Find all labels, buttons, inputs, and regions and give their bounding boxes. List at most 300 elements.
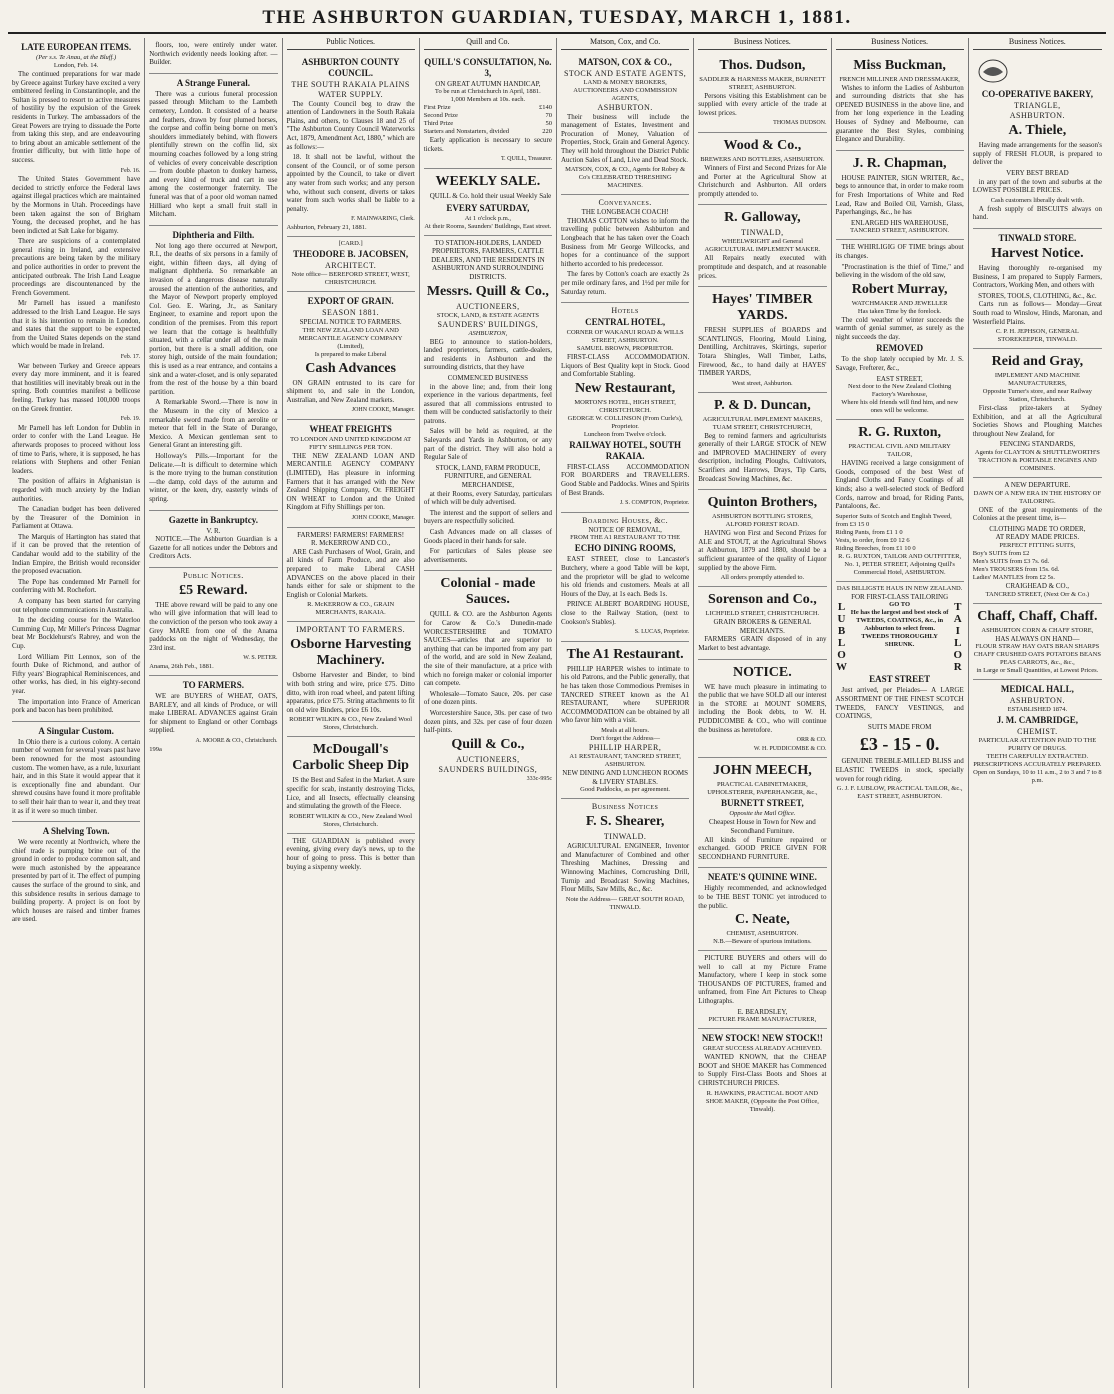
ad-title: TO FARMERS. xyxy=(182,680,244,691)
ad-subtitle: LAND & MONEY BROKERS, AUCTIONEERS AND COMMISSION AGENTS, xyxy=(573,78,677,102)
ad-title: Messrs. Quill & Co., xyxy=(426,283,549,299)
ad-subtitle: GEORGE W. COLLINSON (From Curle's), Proprietor. xyxy=(567,414,683,430)
ad-display: Cash Advances xyxy=(305,360,396,376)
medical-hall-ad xyxy=(973,680,1102,789)
card-label: [CARD.] xyxy=(338,239,363,247)
ad-title: R. Galloway, xyxy=(724,210,801,226)
ad-body: AGRICULTURAL ENGINEER, Inventor and Manufacturer of Combined and other Threshing Machines, Dressing and Winnowing Machines, Corncrushing Drill, Turnip and Broadcast Sowing Machines, Flour Mills, Saw Mills, &c., &c. xyxy=(561,842,690,894)
ad-body: The cold weather of winter succeeds the warmth of genial summer, as surely as the night succeeds the day. xyxy=(835,315,964,341)
dudson-ad xyxy=(698,53,826,133)
article-body: Not long ago there occurred at Newport, R.I., the deaths of six persons in a family of eight, within fifteen days, all dying of malignant diphtheria. So remarkable an invasion of a dangerous disease naturally aroused the attention of the authorities, and the Mayor of Newport properly employed Col. Geo. E. Waring, Jr., as Sanitary Engineer, to examine and report upon the condition of the premises. From this report we learn that the cottage is healthfully situated, with a cellar under all of the main portion, but there is a small addition, one storey high, outside of the main foundation; this is used as a rear entrance, and contains a sink and a water-closet, and is only separated from the rest of the house by a thin board partition. xyxy=(149,241,278,396)
ad-title: A NEW DEPARTURE. xyxy=(1004,481,1071,490)
store-notice xyxy=(698,660,826,759)
ad-body: WE are BUYERS of WHEAT, OATS, BARLEY, and all kinds of Produce, or will make LIBERAL ADVANCES against Grain for shipment to England or other Cornbags supplied. xyxy=(149,692,278,735)
ad-body: THE NEW ZEALAND LOAN AND MERCANTILE AGENCY COMPANY (Limited), xyxy=(298,326,403,350)
ad-body: Where his old friends will find him, and new ones will be welcome. xyxy=(841,399,959,415)
ad-body: Carts run as follows— Monday—Great South road to Winslow, Hinds, Maronan, and Westerfield Plains. xyxy=(972,300,1102,326)
ad-title: Chaff, Chaff, Chaff. xyxy=(977,608,1098,624)
ad-body: Luncheon from Twelve o'clock. xyxy=(583,430,667,438)
ad-body: FARMERS GRAIN disposed of in any Market to best advantage. xyxy=(698,635,827,652)
ad-title: New Restaurant, xyxy=(574,380,676,396)
ad-subtitle: ON GREAT AUTUMN HANDICAP, xyxy=(435,79,541,88)
ad-title: CENTRAL HOTEL, xyxy=(585,317,666,328)
ad-body: Beg to remind farmers and agriculturists generally of their LARGE STOCK of NEW and IMPROVED MACHINERY of every description, including Ploughs, Cultivators, Scarifiers and Harrows, Drays, Tip Carts, Broadcast Sowing Machines, &c. xyxy=(698,431,827,483)
ad-subtitle: WATCHMAKER AND JEWELLER xyxy=(851,299,948,307)
ad-body: THE GUARDIAN is published every evening, giving every day's news, up to the hour of going to press. This is better than buying a sixpenny weekly. xyxy=(286,836,415,871)
prize-row xyxy=(424,104,552,112)
ad-subtitle: ENLARGED HIS WAREHOUSE, xyxy=(850,218,949,227)
ad-subtitle: FROM THE A1 RESTAURANT TO THE xyxy=(570,534,681,542)
ad-signature: MATSON, COX, & CO., Agents for Robey & Co's CELEBRATED THRESHING MACHINES. xyxy=(565,166,686,190)
ad-signature: W. H. PUDDICOMBE & CO. xyxy=(753,745,827,752)
ad-subtitle: TANCRED STREET, (Next Orr & Co.) xyxy=(985,590,1090,598)
ad-subtitle: CHEMIST, ASHBURTON. xyxy=(726,930,799,938)
ad-subtitle: ARCHITECT. xyxy=(324,260,377,270)
ad-title: MEDICAL HALL, xyxy=(1000,684,1074,695)
ad-signature: E. BEARDSLEY, xyxy=(737,1007,788,1016)
dateline: Feb. 19. xyxy=(120,416,141,423)
ad-subtitle: IMPORTANT TO FARMERS. xyxy=(296,625,406,635)
article-continued xyxy=(149,38,277,74)
section-heading: Business Notices xyxy=(591,802,659,812)
column-head: Public Notices. xyxy=(287,38,415,50)
ad-subtitle: WHEELWRIGHT and General AGRICULTURAL IMPLEMENT MAKER. xyxy=(704,238,821,254)
ad-body: Wholesale—Tomato Sauce, 20s. per case of one dozen pints. xyxy=(423,689,552,707)
ad-subtitle: SUITS MADE FROM xyxy=(867,722,932,731)
news-paragraph: A company has been started for carrying out telephone communications in Australia. xyxy=(12,597,141,614)
ad-body: Meals at all hours. xyxy=(601,726,650,734)
ad-signature: ORR & CO. xyxy=(796,737,827,744)
pictures-ad xyxy=(698,951,826,1029)
ad-subtitle: EAST STREET, xyxy=(876,374,923,383)
ad-body: Early application is necessary to secure tickets. xyxy=(423,136,552,153)
ad-title: NOTICE. xyxy=(733,664,792,680)
ad-title: EXPORT OF GRAIN. xyxy=(307,295,394,306)
ad-title: Colonial - made Sauces. xyxy=(440,576,536,608)
ad-subtitle: R. McKERROW AND CO., xyxy=(311,539,391,548)
bakery-crest-icon xyxy=(973,58,1013,84)
prize-value: 70 xyxy=(545,112,552,120)
lublow-ad xyxy=(836,582,964,805)
news-paragraph: There are suspicions of a contemplated general rising in Ireland, and extensive precautions are being taken by the military and police authorities in order to prevent the anticipated outbreak. The Irish Land League proceedings are discountenanced by the French Government. xyxy=(12,237,141,297)
ad-body: Is prepared to make Liberal xyxy=(314,350,387,358)
murray-ad xyxy=(836,240,964,420)
sauces-ad xyxy=(424,571,552,787)
a1-restaurant-ad xyxy=(561,642,689,799)
column-head: Quill and Co. xyxy=(424,38,552,50)
ad-ref: 333c-995c xyxy=(526,775,552,782)
meech-ad xyxy=(698,758,826,868)
ad-title: MATSON, COX & CO., xyxy=(578,56,672,67)
ad-subtitle: TRIANGLE, xyxy=(1014,101,1061,111)
ad-title: ECHO DINING ROOMS, xyxy=(574,543,676,554)
ad-subtitle: ALFORD FOREST ROAD. xyxy=(725,521,800,529)
ruxton-ad xyxy=(836,420,964,582)
ad-subtitle: TINWALD. xyxy=(603,832,647,842)
section-heading: Gazette in Bankruptcy. xyxy=(168,514,258,525)
ad-body: Open on Sundays, 10 to 11 a.m., 2 to 3 and 7 to 8 p.m. xyxy=(973,769,1102,785)
ad-body: N.B.—Beware of spurious imitations. xyxy=(713,938,812,946)
ad-subtitle: HAS ALWAYS ON HAND— xyxy=(995,634,1080,643)
ad-body: All orders promptly attended to. xyxy=(720,574,805,582)
news-paragraph: In the deciding course for the Waterloo Cumming Cup, Mr Miller's Princess Dagmar beat Mr Bocklehurst's Rabrey, and won the Cup. xyxy=(12,616,141,650)
column-head: Matson, Cox, and Co. xyxy=(561,38,689,50)
reid-gray-ad xyxy=(973,349,1102,478)
column-2 xyxy=(145,38,282,1388)
ad-body: The interest and the support of sellers and buyers are respectfully solicited. xyxy=(423,508,552,526)
ad-title: Quinton Brothers, xyxy=(707,495,818,511)
shearer-ad xyxy=(561,799,689,916)
ad-body: PRINCE ALBERT BOARDING HOUSE, close to the Railway Station, (next to Cookson's Stables). xyxy=(561,600,690,626)
ad-subtitle: NEW DINING AND LUNCHEON ROOMS & LIVERY STABLES. xyxy=(562,768,689,786)
ad-subtitle: TWEEDS THOROUGHLY SHRUNK. xyxy=(861,633,938,649)
column-5 xyxy=(557,38,694,1388)
ad-subtitle: CORNER OF WAKANUI ROAD & WILLS STREET, ASHBURTON. xyxy=(566,329,684,345)
price-line: Men's SUITS from £3 7s. 6d. xyxy=(972,558,1050,566)
guardian-notice xyxy=(287,834,415,877)
ad-title: P. & D. Duncan, xyxy=(714,397,811,413)
dateline: London, Feb. 14. xyxy=(53,62,99,69)
news-paragraph: The continued preparations for war made by Greece against Turkey have excited a very embittered feeling in Constantinople, and the Sultan is pressed to resort to active measures of hostility by the expulsion of the Greek residents in Turkey. The ambassadors of the Great Powers are trying to dissuade the Porte from taking this step, and are endeavouring to bring about an amicable settlement of the frontier difficulty, but with little hope of success. xyxy=(12,70,141,164)
section-heading: Public Notices. xyxy=(183,570,244,580)
dateline: Feb. 17. xyxy=(120,354,141,360)
shelving-town xyxy=(12,822,140,930)
ad-signature: R. McKERROW & CO., GRAIN MERCHANTS, RAKAIA. xyxy=(307,601,395,617)
ad-title: Thos. Dudson, xyxy=(719,57,806,73)
tinwald-store-ad xyxy=(973,229,1102,349)
news-paragraph: War between Turkey and Greece appears every day more imminent, and it is feared that hostilities will inevitably break out in the spring. Both countries manifest a bellicose feeling. Turkey has massed 100,000 troops on the Greek frontier. xyxy=(12,361,141,413)
ad-title: RAILWAY HOTEL, SOUTH RAKAIA. xyxy=(569,439,682,461)
ad-subtitle: EAST STREET xyxy=(869,674,931,685)
ad-price: £3 - 15 - 0. xyxy=(859,734,940,755)
hayes-ad xyxy=(698,287,826,393)
ad-signature: JOHN COOKE, Manager. xyxy=(351,407,415,414)
ad-subtitle: THE SOUTH RAKAIA PLAINS WATER SUPPLY. xyxy=(291,79,410,99)
ad-title: Osborne Harvesting Machinery. xyxy=(290,637,412,669)
ad-subtitle: STOCK, LAND, FARM PRODUCE, FURNITURE, and GENERAL MERCHANDISE, xyxy=(435,463,541,490)
ad-body: HAVING won First and Second Prizes for ALE and STOUT, at the Agricultural Shows at Ashburton, 1879 and 1880, should be a sufficient guarantee of the quality of Liquor supplied by the above Firm. xyxy=(698,529,827,572)
ad-subtitle: AUCTIONEERS, xyxy=(456,754,520,764)
ad-title: Miss Buckman, xyxy=(853,57,946,73)
quinton-ad xyxy=(698,490,826,587)
ad-subtitle: FENCING STANDARDS, xyxy=(999,440,1076,449)
section-heading: Hotels xyxy=(611,306,639,316)
ad-signature: CRAIGHEAD & CO., xyxy=(1005,582,1070,591)
article-body: There was a curious funeral procession passed through Mitcham to the Lambeth cemetery, London. It consisted of a hearse and feathers, drawn by four plumed horses, the corpse and coffin being borne on men's shoulders immediately behind, with flowers plentifully strewn on the coffin lid, six mourning coaches followed by a long string of vehicles of every conceivable description — from double phaeton to donkey harness, and every kind of truck and cart in use among the costermonger fraternity. The funeral was that of a poor old woman named Hilliard who kept a small fruit stall in Mitcham. xyxy=(149,89,278,219)
article-heading: Diphtheria and Filth. xyxy=(172,229,255,240)
ad-subtitle: VERY BEST BREAD xyxy=(1006,168,1069,177)
ad-title: NOTICE OF REMOVAL, xyxy=(588,525,662,534)
ad-date: Ashburton, February 21, 1881. xyxy=(286,223,367,231)
prize-value: 220 xyxy=(542,128,552,136)
wheat-freights-ad xyxy=(287,420,415,528)
ad-subtitle: ASHBURTON. xyxy=(1009,696,1066,706)
ad-subtitle: AGRICULTURAL IMPLEMENT MAKERS, xyxy=(702,415,823,423)
quill-auctioneers-ad xyxy=(424,236,552,572)
ad-subtitle: REMOVED xyxy=(876,343,924,354)
ad-subtitle: SADDLER & HARNESS MAKER, BURNETT STREET, ASHBURTON. xyxy=(699,75,826,91)
ad-body: All kinds of Furniture repaired or exchanged. GOOD PRICE GIVEN FOR SECONDHAND FURNITURE. xyxy=(698,835,827,861)
prize-label: Third Prize xyxy=(423,120,454,128)
ad-subtitle: GRAIN BROKERS & GENERAL MERCHANTS. xyxy=(713,618,812,635)
osborne-ad xyxy=(287,622,415,737)
ad-date: Anama, 26th Feb., 1881. xyxy=(149,663,214,671)
ad-body: IS the Best and Safest in the Market. A sure specific for scab, instantly destroying Ticks, Lice, and all Insects, effectually cleansing and stimulating the growth of the Fleece. xyxy=(286,776,415,811)
price-line: Boy's SUITS from £2 xyxy=(972,550,1030,558)
column-3 xyxy=(283,38,420,1388)
ad-signature: R. HAWKINS, PRACTICAL BOOT AND SHOE MAKER, (Opposite the Post Office, Tinwald). xyxy=(705,1089,819,1113)
ad-body: Sales will be held as required, at the Saleyards and Yards in Ashburton, or any part of the district. They will also hold a Regular Sale of xyxy=(423,427,552,462)
ad-signature: J. S. COMPTON, Proprietor. xyxy=(619,500,690,507)
ad-title: £5 Reward. xyxy=(179,582,248,598)
boarding-houses xyxy=(561,513,689,642)
ad-signature: Note the Address— GREAT SOUTH ROAD, TINWALD. xyxy=(565,895,685,911)
farmers-ad xyxy=(149,676,277,758)
ad-subtitle: SAMUEL BROWN, PROPRIETOR. xyxy=(576,345,674,353)
european-items xyxy=(12,38,140,722)
ad-body: THOMAS COTTON wishes to inform the travelling public between Ashburton and Longbeach that he has taken over the Coach Business from Mr George Willcocks, and hopes for a continuance of the support hitherto accorded to his predecessor. xyxy=(561,216,690,268)
ad-subtitle: CLOTHING MADE TO ORDER, xyxy=(989,524,1086,533)
ad-signature: R. G. RUXTON, TAILOR AND OUTFITTER, No. 1, PETER STREET, Adjoining Quill's Commercial Hotel, ASHBURTON. xyxy=(838,552,962,576)
ad-subtitle: ESTABLISHED 1874. xyxy=(1007,706,1068,714)
quinine-ad xyxy=(698,868,826,951)
price-line: Ladies' MANTLES from £2 5s. xyxy=(972,574,1055,582)
mckerrow-ad xyxy=(287,528,415,623)
ad-subtitle: FRENCH MILLINER AND DRESSMAKER, xyxy=(839,75,960,83)
hotels xyxy=(561,303,689,513)
ad-subtitle: ASHBURTON. xyxy=(597,102,653,112)
article-heading: LATE EUROPEAN ITEMS. xyxy=(21,42,132,52)
ad-title: F. S. Shearer, xyxy=(585,814,665,830)
ad-body: EAST STREET, close to Lancaster's Butchery, where a good Table will be kept, and the proprietor will be glad to welcome his old friends and customers. Meals at all Hours of the Day, at 1s each. Beds 1s. xyxy=(561,555,690,598)
ad-subtitle: GO TO xyxy=(889,601,911,609)
ad-body: ARE Cash Purchasers of Wool, Grain, and all kinds of Farm Produce, and are also prepared to make Liberal CASH ADVANCES on the above placed in their hands either for sale or shipment to the English or Colonial Markets. xyxy=(286,547,415,599)
ad-signature: C. P. H. JEPHSON, GENERAL STOREKEEPER, TINWALD. xyxy=(995,328,1079,344)
ad-title: JOHN MEECH, xyxy=(712,763,812,779)
singular-custom xyxy=(12,722,140,822)
ad-title: NEATE'S QUININE WINE. xyxy=(707,872,817,883)
ad-body: Just arrived, per Pleiades— A LARGE ASSORTMENT OF THE FINEST SCOTCH TWEEDS, FANCY VESTINGS, and COATINGS, xyxy=(835,686,964,721)
ad-subtitle: FOR FIRST-CLASS TAILORING xyxy=(851,592,949,601)
ad-body: FLOUR STRAW HAY OATS BRAN SHARPS CHAFF CRUSHED OATS POTATOES BEANS PEAS CARROTS, &c., &c., xyxy=(973,643,1101,667)
galloway-ad xyxy=(698,205,826,287)
ad-signature: G. J. F. LUBLOW, PRACTICAL TAILOR, &c., EAST STREET, ASHBURTON. xyxy=(836,785,963,801)
ad-signature: S. LUCAS, Proprietor. xyxy=(634,629,690,636)
grain-export-ad xyxy=(287,292,415,420)
article-body: floors, too, were entirely under water. Northwich evidently needs looking after. —Builder. xyxy=(149,41,278,67)
ad-title: FARMERS! FARMERS! FARMERS! xyxy=(297,530,405,539)
ad-body: FIRST-CLASS ACCOMMODATION FOR BOARDERS and TRAVELLERS. Good Stable and Paddocks. Wines and Spirits of Best Brands. xyxy=(561,462,690,497)
ad-body: PRESCRIPTIONS ACCURATELY PREPARED. xyxy=(973,761,1102,769)
ad-body: in any part of the town and suburbs at the LOWEST POSSIBLE PRICES. xyxy=(972,177,1102,195)
diphtheria xyxy=(149,226,277,511)
ad-title: J. R. Chapman, xyxy=(852,155,947,171)
ad-body: All Repairs neatly executed with promptitude and despatch, and at reasonable prices. xyxy=(698,254,827,280)
ad-signature: THOMAS DUDSON. xyxy=(773,120,827,127)
news-paragraph: The position of affairs in Afghanistan is regarded with much anxiety by the Indian authorities. xyxy=(12,477,141,503)
ad-subtitle: PERFECT FITTING SUITS, xyxy=(999,542,1076,550)
ad-title: J. M. CAMBRIDGE, xyxy=(996,715,1078,726)
ad-title: THEODORE B. JACOBSEN, xyxy=(293,248,409,259)
ad-subtitle: SAUNDERS BUILDINGS, xyxy=(438,764,538,774)
ad-title: WEEKLY SALE. xyxy=(435,173,541,189)
ad-signature: ROBERT WILKIN & CO., New Zealand Wool Stores, Christchurch. xyxy=(289,716,413,732)
article-body: In Ohio there is a curious colony. A certain number of women for several years past have been renowned for the most astounding custom. The women have, as a rule, luxuriant hair, and in this State it would appear that it is exceptionally fine and abundant. Our shrewd cousins have found it more profitable to sell their hair than to wear it, and they treat it as if it were so much timber. xyxy=(12,737,141,815)
ad-body: Good Paddocks, as per agreement. xyxy=(580,786,671,794)
ad-subtitle: ASHBURTON BOTTLING STORES, xyxy=(712,513,813,521)
news-paragraph: Lord William Pitt Lennox, son of the fourth Duke of Richmond, and author of Fifty years' Biographical Reminiscences, and other works, has died, in his eighty-second year. xyxy=(12,652,141,695)
ad-body: Wishes to inform the Ladies of Ashburton and surrounding districts that she has OPENED BUSINESS in the above line, and from her long experience in the Leading Houses of Sydney and Melbourne, can guarantee the Best Styles, combining Elegance and Durability. xyxy=(835,83,964,144)
ad-body: THE NEW ZEALAND LOAN AND MERCANTILE AGENCY COMPANY (LIMITED), Has pleasure in informing Farmers that it has arranged with the New Zealand Shipping Company, Or. FREIGHT ON WHEAT to London and the United Kingdom at Fifty Shillings per ton. xyxy=(286,451,415,512)
ad-body: Having thoroughly re-organised my Business, I am prepared to Supply Farmers, Contractors, Working Men, and others with xyxy=(972,263,1102,290)
ad-body: Cheapest House in Town for New and Secondhand Furniture. xyxy=(709,818,816,835)
sheep-dip-ad xyxy=(287,737,415,833)
ad-body: PARTICULAR ATTENTION PAID TO THE PURITY OF DRUGS. xyxy=(978,737,1097,753)
ad-signature: W. S. PETER. xyxy=(243,655,278,662)
ad-subtitle: CHEMIST. xyxy=(1017,727,1058,737)
news-paragraph: The importation into France of American pork and bacon has been prohibited. xyxy=(12,697,141,715)
ad-signature: A. MOORE & CO., Christchurch. xyxy=(195,738,278,744)
ad-signature: West street, Ashburton. xyxy=(732,379,793,387)
reward-notice xyxy=(149,568,277,676)
ad-body: TEETH CAREFULLY EXTRACTED. xyxy=(986,753,1089,761)
column-7 xyxy=(832,38,969,1388)
ad-body: Osborne Harvester and Binder, to bind with both string and wire, price £75. Ditto ditto, with iron road wheel, and patent lifting apparatus, price £75. String attachments to fit on old wire Binders, price £6 10s. xyxy=(286,671,415,714)
ad-title: CO-OPERATIVE BAKERY, xyxy=(981,89,1093,100)
ad-title: A. Thiele, xyxy=(1008,123,1067,139)
article-heading: A Strange Funeral. xyxy=(176,77,250,88)
ad-subtitle: MORTON'S HOTEL, HIGH STREET, CHRISTCHURCH. xyxy=(574,398,676,414)
ad-body: HAVING received a large consignment of Goods, composed of the best West of England Cloths and Fancy Coatings of all kinds; also a well-selected stock of Bedford Cords, narrow and broad, for Riding Pants, Pantaloons, &c. xyxy=(835,459,964,511)
ad-body: ON GRAIN entrusted to its care for shipment to, and sale in the London, Australian, and New Zealand markets. xyxy=(286,378,415,404)
news-paragraph: Mr Parnell has issued a manifesto addressed to the Irish Land League. He says that it is his intention to remain in London, and states that the support to be expected from the United States depends on the stand which would be made in Ireland. xyxy=(12,299,141,351)
ad-subtitle: ASHBURTON. xyxy=(1009,111,1066,121)
matson-ad xyxy=(561,53,689,196)
boots-ad xyxy=(698,1029,826,1117)
side-letters-lublow: L U B L O W xyxy=(836,601,847,674)
ad-subtitle: Has taken Time by the forelock. xyxy=(857,307,942,315)
gazette-bankruptcy xyxy=(149,511,277,568)
article-body: We were recently at Northwich, where the chief trade is pumping brine out of the ground in order to produce common salt, and were much astonished by the appearance presented by part of it. The effect of pumping causes the surface of the ground to sink, and this subsidence results in serious damage to building property. A project is on foot by which houses are raised and timber frames are used. xyxy=(12,838,141,924)
ad-body: At 1 o'clock p.m., xyxy=(464,214,512,222)
ad-subtitle: BREWERS AND BOTTLERS, ASHBURTON. xyxy=(700,155,825,163)
ad-body: Cash customers liberally dealt with. xyxy=(990,196,1085,204)
ad-title: QUILL'S CONSULTATION, No. 3, xyxy=(424,56,552,78)
ad-title: THE LONGBEACH COACH! xyxy=(581,208,669,217)
ad-subtitle: LICHFIELD STREET, CHRISTCHURCH. xyxy=(705,610,820,618)
ad-title: WHEAT FREIGHTS xyxy=(309,423,392,434)
ad-title: McDougall's Carbolic Sheep Dip xyxy=(292,742,409,774)
ad-subtitle: EVERY SATURDAY, xyxy=(446,202,530,213)
column-1 xyxy=(8,38,145,1388)
buckman-ad xyxy=(836,53,964,151)
column-6 xyxy=(694,38,831,1388)
section-heading: Boarding Houses, &c. xyxy=(582,515,669,525)
price-line: Riding Pants, from £1 1 0 xyxy=(835,528,903,536)
ad-signature: PHILLIP HARPER, xyxy=(588,742,662,752)
ad-subtitle: PICTURE FRAME MANUFACTURER, xyxy=(708,1016,817,1024)
ad-title: Wood & Co., xyxy=(723,137,802,153)
ad-body: He has the largest and best stock of TWEEDS, COATINGS, &c., in Ashburton to select from. xyxy=(850,609,949,633)
column-head: Business Notices. xyxy=(973,38,1102,50)
bakery-ad xyxy=(973,53,1102,229)
ad-body: WE have much pleasure in intimating to the public that we have SOLD all our interest in the STORE at MOUNT SOMERS, including the Book debts, to W. H. PUDDICOMBE & CO., who will continue the business as heretofore. xyxy=(698,682,827,734)
ad-signature: JOHN COOKE, Manager. xyxy=(351,515,415,522)
ad-subtitle: COMMENCED BUSINESS xyxy=(447,373,529,382)
strange-funeral xyxy=(149,74,277,226)
council-notice xyxy=(287,53,415,237)
ad-body: A fresh supply of BISCUITS always on hand. xyxy=(972,204,1102,222)
ad-subtitle: DAWN OF A NEW ERA IN THE HISTORY OF TAILORING. xyxy=(973,489,1102,505)
ad-title: Robert Murray, xyxy=(851,281,948,297)
ad-title: ASHBURTON COUNTY COUNCIL. xyxy=(301,56,400,78)
tailoring-ad xyxy=(973,478,1102,604)
ad-body: At their Rooms, Saunders' Buildings, East street. xyxy=(424,222,552,230)
ad-subtitle: IMPLEMENT AND MACHINE MANUFACTURERS, xyxy=(994,372,1080,388)
prize-label: First Prize xyxy=(423,104,451,112)
ad-body: at their Rooms, every Saturday, particulars of which will be duly advertised. xyxy=(423,489,552,507)
ad-body: To be run at Christchurch in April, 1881. xyxy=(434,88,541,96)
ad-title: Harvest Notice. xyxy=(991,245,1084,261)
ad-signature: TANCRED STREET, ASHBURTON. xyxy=(850,227,950,235)
ad-body: Their business will include the management of Estates, Investment and Procuration of Money, Valuation of Properties, Stock, Grain and General Agency. They will hold throughout the District Public Auction Sales of Land, Live and Dead Stock. xyxy=(561,112,690,164)
royal-cipher: V. R. xyxy=(206,526,221,535)
weekly-sale-ad xyxy=(424,169,552,236)
ad-title: NEW STOCK! NEW STOCK!! xyxy=(701,1033,823,1044)
ad-title: Reid and Gray, xyxy=(991,354,1084,370)
news-paragraph: The Pope has condemned Mr Parnell for conferring with M. Rochefort. xyxy=(12,577,141,595)
prize-value: £140 xyxy=(539,104,552,112)
ad-body: 18. It shall not be lawful, without the consent of the Council, or of some person appointed by the Council, to take or divert any water from such works; and any person who, without such consent, diverts or takes water from such works shall be liable to a penalty. xyxy=(286,153,415,213)
ad-body: "Procrastination is the thief of Time," and believing in the wisdom of the old saw, xyxy=(835,262,964,280)
ad-signature: F. MAINWARING, Clerk. xyxy=(351,216,415,223)
ad-subtitle: TO STATION-HOLDERS, LANDED PROPRIETORS, FARMERS, CATTLE DEALERS, AND THE RESIDENTS IN ASHBURTON AND SURROUNDING DISTRICTS. xyxy=(431,238,545,281)
ad-subtitle: SPECIAL NOTICE TO FARMERS. xyxy=(299,317,402,326)
ad-subtitle: SAUNDERS' BUILDINGS, xyxy=(437,319,539,329)
ad-subtitle: ASHBURTON, xyxy=(468,329,508,337)
ad-title: Hayes' TIMBER YARDS. xyxy=(712,292,813,324)
ad-body: Highly recommended, and acknowledged to be THE BEST TONIC yet introduced to the public. xyxy=(698,884,827,910)
column-head: Business Notices. xyxy=(698,38,826,50)
ad-signature: ROBERT WILKIN & CO., New Zealand Wool Stores, Christchurch. xyxy=(289,812,413,828)
news-paragraph: The United States Government have decided to strictly enforce the Federal laws against illegal practices which are maintained by the Mormons in Utah. Proceedings have been taken against the son of Brigham Young, the deceased prophet, and he has been indicted at Salt Lake for bigamy. xyxy=(12,175,141,235)
lublow-tailor-frame xyxy=(836,601,964,673)
ad-subtitle: TO LONDON AND UNITED KINGDOM AT FIFTY SHILLINGS PER TON. xyxy=(290,435,412,451)
ad-subtitle: PRACTICAL CABINETMAKER, UPHOLSTERER, PAPERHANGER, &c., xyxy=(707,781,818,797)
chaff-ad xyxy=(973,604,1102,681)
ad-body: HOUSE PAINTER, SIGN WRITER, &c., begs to announce that, in order to make room for Fresh Importations of White and Red Lead, Raw and Boiled Oil, Varnish, Glass, Paperhangings, &c., he has xyxy=(835,173,964,217)
ad-title: Quill & Co., xyxy=(451,736,525,752)
ad-subtitle: TUAM STREET, CHRISTCHURCH, xyxy=(712,423,812,431)
ad-body: Next door to the New Zealand Clothing Factory's Warehouse, xyxy=(847,383,952,399)
ad-body: FRESH SUPPLIES of BOARDS and SCANTLINGS, Flooring, Mould Lining, Dentilling, Architraves, Skirtings, superior Totara Shingles, Wall Timber, Laths, Firewood, &c., to hand daily at HAYES' TIMBER YARDS, xyxy=(698,326,827,378)
architect-card xyxy=(287,237,415,292)
prize-row xyxy=(424,112,552,120)
prize-row xyxy=(424,128,552,136)
ad-subtitle: Opposite Turner's store, and near Railway Station, Christchurch. xyxy=(982,388,1092,404)
ad-body: ONE of the great requirements of the Colonies at the present time, is— xyxy=(972,505,1102,523)
ad-title: TINWALD STORE. xyxy=(998,232,1077,243)
ad-subtitle: STOCK AND ESTATE AGENTS, xyxy=(563,68,687,78)
ad-body: Agents for CLAYTON & SHUTTLEWORTH'S TRACTION & PORTABLE ENGINES AND COMBINES. xyxy=(974,449,1100,473)
ad-body: PHILLIP HARPER wishes to intimate to his old Patrons, and the Public generally, that he has taken those Commodious Premises in TANCRED STREET known as the A1 RESTAURANT, where SUPERIOR ACCOMMODATION can be obtained by all who favor him with a visit. xyxy=(561,664,690,725)
ad-body: First-class prize-takers at Sydney Exhibition, and at all the Agricultural Societies Shows and Ploughing Matches throughout New Zealand, for xyxy=(972,404,1102,438)
news-paragraph: The Canadian budget has been delivered by the Treasurer of the Dominion in Parliament at Ottawa. xyxy=(12,505,141,531)
ad-body: GENUINE TREBLE-MILLED BLISS and ELASTIC TWEEDS in stock, specially woven for rough riding. xyxy=(835,757,964,783)
consultation-ad xyxy=(424,53,552,169)
price-line: Superior Suits of Scotch and English Tweed, from £3 15 0 xyxy=(835,512,952,528)
ad-title: R. G. Ruxton, xyxy=(858,425,942,441)
